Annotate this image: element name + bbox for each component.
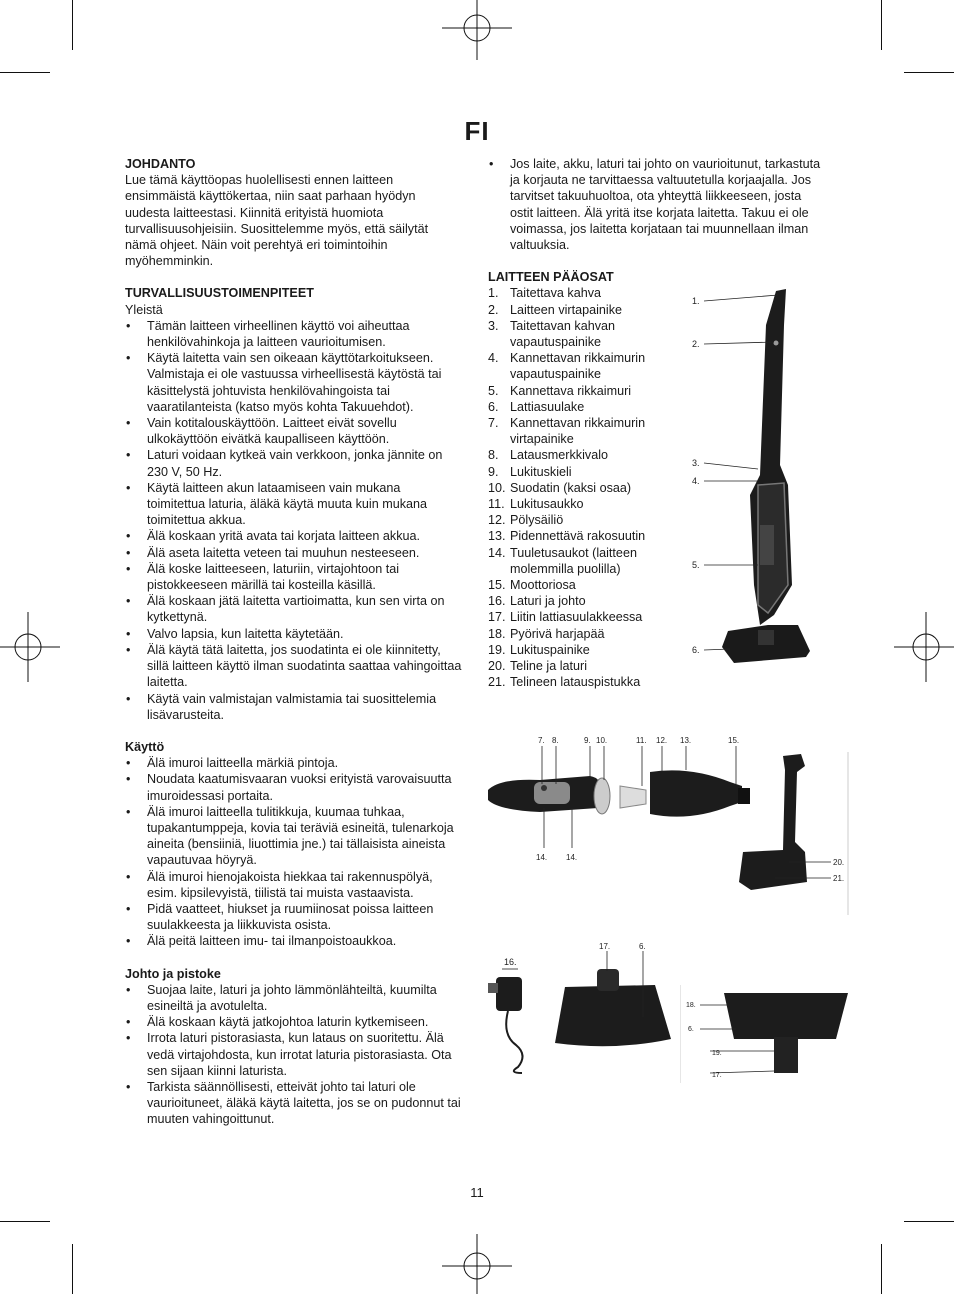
list-item: 4. Kannettavan rikkaimurin vapautuspainike <box>488 351 646 382</box>
list-item: • Älä imuroi laitteella märkiä pintoja. <box>125 755 462 771</box>
crop-mark <box>72 0 73 50</box>
list-item: • Käytä vain valmistajan valmistamia tai suosittelemia lisävarusteita. <box>125 691 462 723</box>
list-item: • Suojaa laite, laturi ja johto lämmönlähteiltä, kuumilta esineiltä ja avotulelta. <box>125 982 462 1014</box>
registration-mark <box>442 0 512 70</box>
section-heading-cord: Johto ja pistoke <box>125 966 221 981</box>
registration-mark <box>0 612 70 682</box>
figure-label: 13. <box>680 736 692 745</box>
left-column <box>125 156 462 1128</box>
figure-label: 2. <box>692 339 700 349</box>
list-item: 12. Pölysäiliö <box>488 513 564 528</box>
list-item: • Valvo lapsia, kun laitetta käytetään. <box>125 626 462 642</box>
section-heading-intro: JOHDANTO <box>125 157 196 171</box>
list-item: 13. Pidennettävä rakosuutin <box>488 529 646 544</box>
list-item: • Älä koskaan yritä avata tai korjata laitteen akkua. <box>125 528 462 544</box>
list-item: 18. Pyörivä harjapää <box>488 626 605 641</box>
figure-label: 16. <box>504 957 517 967</box>
list-item: 5. Kannettava rikkaimuri <box>488 383 632 398</box>
list-item: 3. Taitettavan kahvan vapautuspainike <box>488 318 616 350</box>
registration-mark <box>884 612 954 682</box>
list-item: • Jos laite, akku, laturi tai johto on vaurioitunut, tarkastuta ja korjauta ne tarvittaessa valtuutetulla korjaajalla. Jos tarvitset takuuhuoltoa, ota yhteyttä liikkeeseen, josta ostit laitteen. Älä yritä itse korjata laitetta. Takuu ei ole voimassa, jos laitetta korjataan tai muunnellaan ilman valtuuksia. <box>488 156 824 253</box>
list-item: 11. Lukitusaukko <box>488 497 584 512</box>
crop-mark <box>904 1221 954 1222</box>
figure-label: 6. <box>688 1026 694 1033</box>
list-item: • Irrota laturi pistorasiasta, kun lataus on suoritettu. Älä vedä virtajohdosta, kun irrotat laturia pistorasiasta. Ota sen sijaan kiinni laturista. <box>125 1030 462 1079</box>
list-item: 14. Tuuletusaukot (laitteen molemmilla puolilla) <box>488 545 637 576</box>
use-list <box>125 755 462 949</box>
figure-label: 5. <box>692 560 700 570</box>
intro-paragraph: Lue tämä käyttöopas huolellisesti ennen laitteen ensimmäistä käyttökertaa, niin saat parhaan hyödyn uudesta laitteestasi. Kiinnitä erityistä huomiota turvallisuusohjeisiin. Suosittelemme myös, että säilytät nämä ohjeet. Näin voit perehtyä eri toimintoihin myöhemminkin. <box>125 173 429 269</box>
crop-mark <box>0 1221 50 1222</box>
nozzle-figure <box>545 937 675 1057</box>
figure-label: 10. <box>596 736 608 745</box>
list-item: • Tarkista säännöllisesti, etteivät johto tai laturi ole vaurioituneet, äläkä käytä laitetta, jos se on pudonnut tai muuten vahingoittunut. <box>125 1079 462 1128</box>
list-item: 20. Teline ja laturi <box>488 659 588 674</box>
page-number: 11 <box>470 1185 484 1200</box>
damage-list <box>488 156 824 253</box>
list-item: • Laturi voidaan kytkeä vain verkkoon, jonka jännite on 230 V, 50 Hz. <box>125 447 462 479</box>
section-heading-safety: TURVALLISUUSTOIMENPITEET <box>125 286 314 301</box>
figure-label: 17. <box>712 1072 722 1079</box>
parts-list <box>488 285 660 690</box>
crop-mark <box>72 1244 73 1294</box>
figure-label: 21. <box>833 874 845 883</box>
list-item: • Älä imuroi laitteella tulitikkuja, kuumaa tuhkaa, tupakantumppeja, kovia tai teräviä esineitä, tulenarkoja aineita (bensiiniä, liuottimia jne.) tai tällaisista aineista vapautuvaa höyryä. <box>125 804 462 869</box>
charger-figure <box>482 955 537 1075</box>
figure-label: 18. <box>686 1002 696 1009</box>
figure-label: 1. <box>692 296 700 306</box>
section-heading-parts: LAITTEEN PÄÄOSAT <box>488 270 614 285</box>
figure-label: 19. <box>712 1050 722 1057</box>
crop-mark <box>881 0 882 50</box>
figure-label: 9. <box>584 736 591 745</box>
list-item: • Tämän laitteen virheellinen käyttö voi aiheuttaa henkilövahinkoja ja laitteen vaurioitumisen. <box>125 318 462 350</box>
list-item: 15. Moottoriosa <box>488 578 576 593</box>
section-heading-use: Käyttö <box>125 739 165 754</box>
list-item: • Älä koske laitteeseen, laturiin, virtajohtoon tai pistokkeeseen märillä tai kosteilla käsillä. <box>125 561 462 593</box>
crop-mark <box>904 72 954 73</box>
figure-label: 11. <box>636 736 647 745</box>
list-item: 10. Suodatin (kaksi osaa) <box>488 480 632 495</box>
figure-label: 14. <box>566 853 578 862</box>
list-item: • Älä aseta laitetta veteen tai muuhun nesteeseen. <box>125 545 462 561</box>
list-item: • Vain kotitalouskäyttöön. Laitteet eivät sovellu ulkokäyttöön eivätkä kaupalliseen käyttöön. <box>125 415 462 447</box>
handheld-exploded-figure <box>480 730 765 870</box>
list-item: 7. Kannettavan rikkaimurin virtapainike <box>488 416 646 447</box>
list-item: • Noudata kaatumisvaaran vuoksi erityistä varovaisuutta imuroidessasi portaita. <box>125 771 462 803</box>
list-item: 16. Laturi ja johto <box>488 594 586 609</box>
list-item: • Älä imuroi hienojakoista hiekkaa tai rakennuspölyä, esim. kipsilevyistä, tiilistä tai muista vastaavista. <box>125 869 462 901</box>
list-item: 17. Liitin lattiasuulakkeessa <box>488 610 643 625</box>
list-item: • Älä peitä laitteen imu- tai ilmanpoistoaukkoa. <box>125 933 462 949</box>
page-heading: FI <box>464 116 490 146</box>
figure-label: 17. <box>599 942 611 951</box>
figure-label: 14. <box>536 853 548 862</box>
figure-label: 12. <box>656 736 668 745</box>
list-item: 9. Lukituskieli <box>488 464 572 479</box>
figure-label: 6. <box>639 942 646 951</box>
figure-label: 8. <box>552 736 559 745</box>
list-item: • Älä koskaan jätä laitetta vartioimatta, kun sen virta on kytkettynä. <box>125 593 462 625</box>
crop-mark <box>881 1244 882 1294</box>
safety-list <box>125 318 462 723</box>
list-item: 2. Laitteen virtapainike <box>488 302 623 317</box>
figure-label: 4. <box>692 476 700 486</box>
list-item: 19. Lukituspainike <box>488 642 590 657</box>
figure-label: 20. <box>833 858 845 867</box>
safety-subheading: Yleistä <box>125 302 163 317</box>
list-item: 6. Lattiasuulake <box>488 399 585 414</box>
list-item: • Älä käytä tätä laitetta, jos suodatinta ei ole kiinnitetty, sillä laitteen käyttö ilman suodatinta saattaa vahingoittaa laitetta. <box>125 642 462 691</box>
figure-label: 7. <box>538 736 545 745</box>
registration-mark <box>442 1224 512 1294</box>
crop-mark <box>0 72 50 73</box>
vacuum-main-figure <box>688 285 838 685</box>
figure-label: 3. <box>692 458 700 468</box>
brush-figure <box>680 985 855 1085</box>
list-item: • Käytä laitetta vain sen oikeaan käyttötarkoitukseen. Valmistaja ei ole vastuussa virheellisestä käytöstä tai käsittelystä johtuvista henkilövahingoista tai vaaratilanteista (katso myös kohta Takuuehdot). <box>125 350 462 415</box>
list-item: 21. Telineen latauspistukka <box>488 675 641 690</box>
cord-list <box>125 982 462 1128</box>
stand-figure <box>735 752 850 917</box>
list-item: • Pidä vaatteet, hiukset ja ruumiinosat poissa laitteen suulakkeesta ja liikkuvista osista. <box>125 901 462 933</box>
list-item: • Älä koskaan käytä jatkojohtoa laturin kytkemiseen. <box>125 1014 462 1030</box>
list-item: 8. Latausmerkkivalo <box>488 448 608 463</box>
list-item: 1. Taitettava kahva <box>488 286 602 301</box>
list-item: • Käytä laitteen akun lataamiseen vain mukana toimitettua laturia, äläkä käytä muuta kuin mukana toimitettua akkua. <box>125 480 462 529</box>
figure-label: 6. <box>692 645 700 655</box>
figure-label: 15. <box>728 736 740 745</box>
